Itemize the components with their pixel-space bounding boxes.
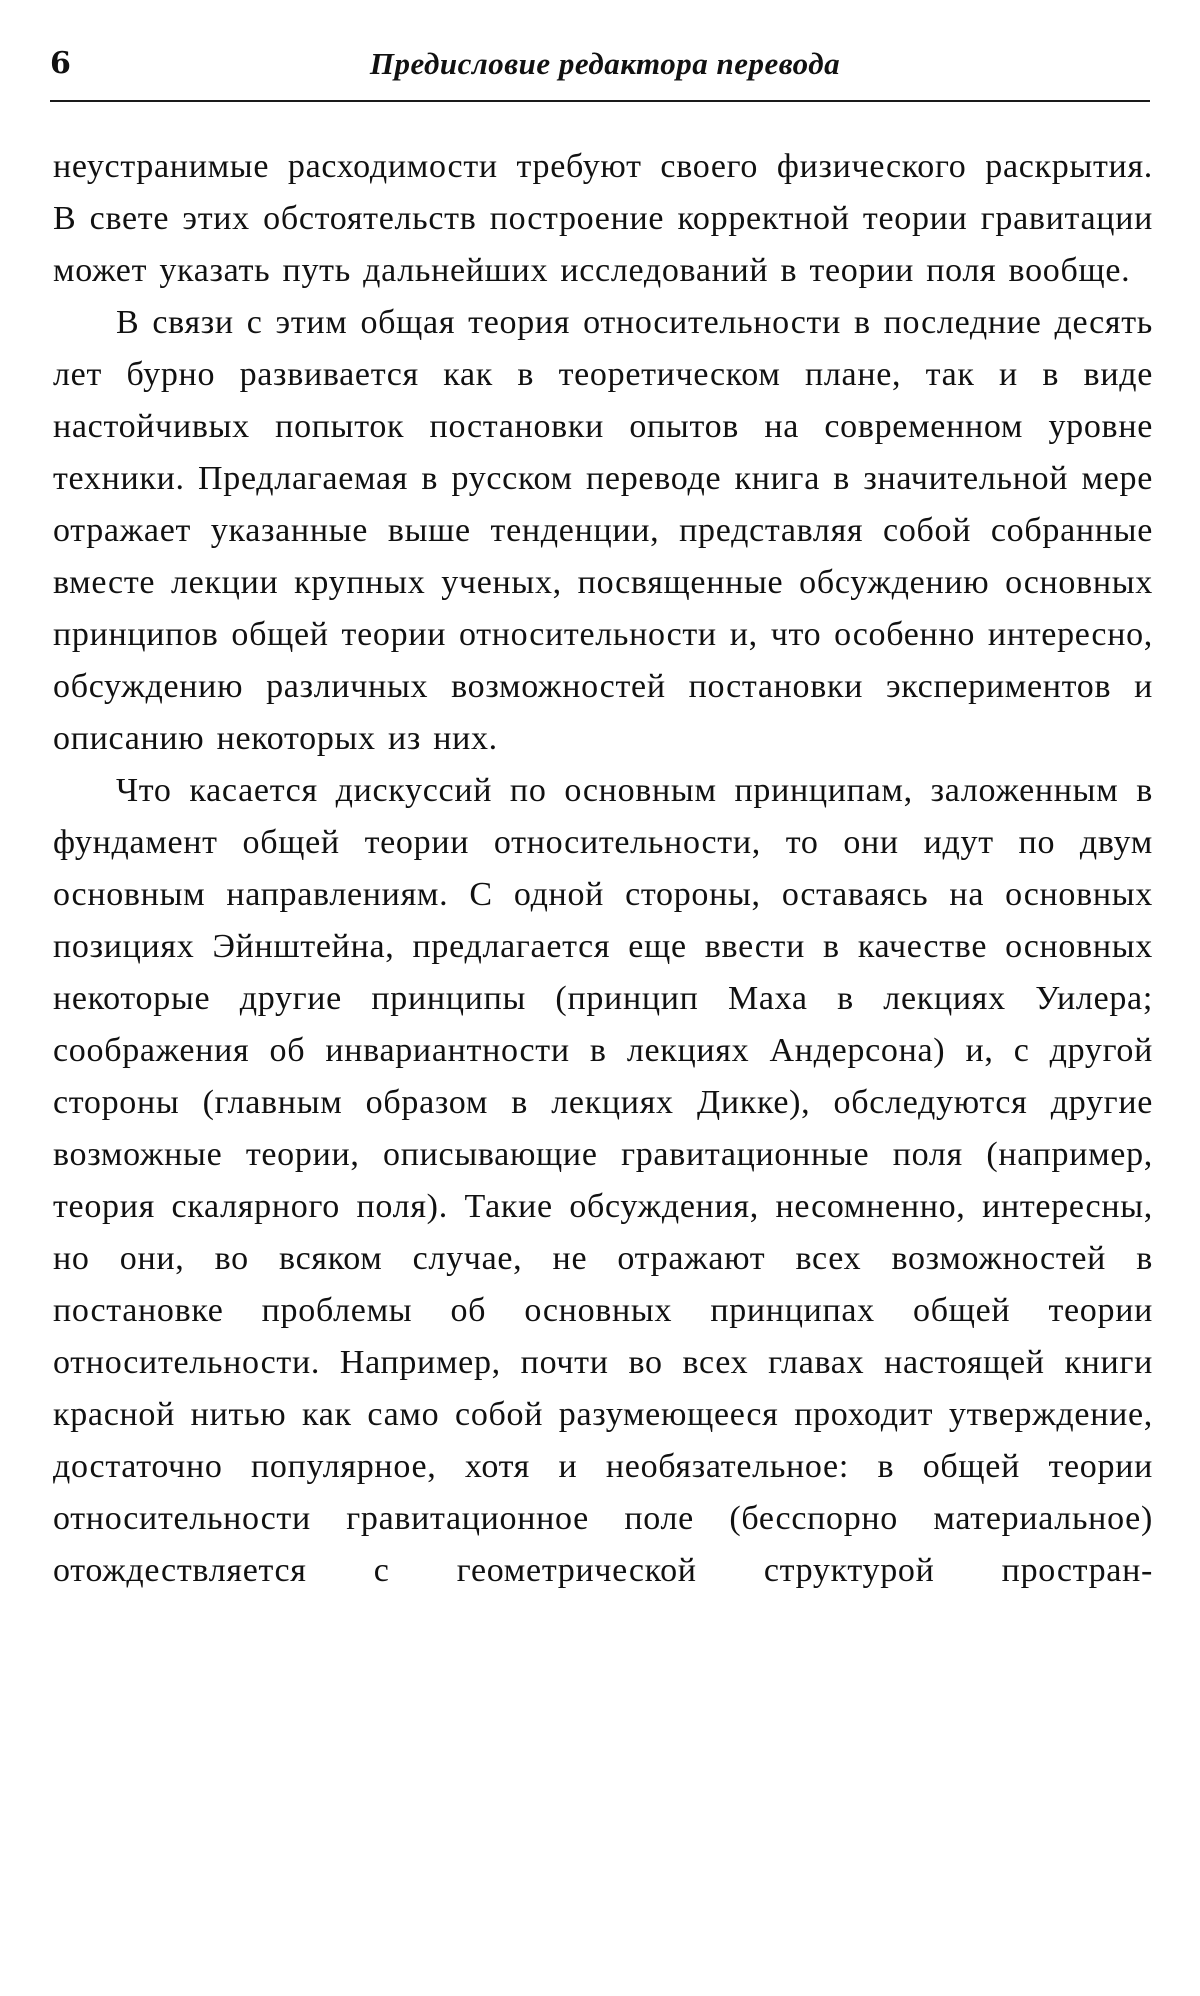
paragraph-3: Что касается дискуссий по основным принципам, заложенным в фундамент общей теории относительности, то они идут по двум основным направлениям. С одной стороны, оставаясь на основных позициях Эйнштейна, предлагается еще ввести в качестве основных некоторые другие принципы (принцип Маха в лекциях Уилера; соображения об инвариантности в лекциях Андерсона) и, с другой стороны (главным образом в лекциях Дикке), обследуются другие возможные теории, описывающие гравитационные поля (например, теория скалярного поля). Такие обсуждения, несомненно, интересны, но они, во всяком случае, не отражают всех возможностей в постановке проблемы об основных принципах общей теории относительности. Например, почти во всех главах настоящей книги красной нитью как само собой разумеющееся проходит утверждение, достаточно популярное, хотя и необязательное: в общей теории относительности гравитационное поле (бесспорно материальное) отождествляется с геометрической структурой простран- — [53, 772, 1153, 1589]
running-header — [50, 40, 1150, 102]
paragraph-2: В связи с этим общая теория относительности в последние десять лет бурно развивается как в теоретическом плане, так и в виде настойчивых попыток постановки опытов на современном уровне техники. Предлагаемая в русском переводе книга в значительной мере отражает указанные выше тенденции, представляя собой собранные вместе лекции крупных ученых, посвященные обсуждению основных принципов общей теории относительности и, что особенно интересно, обсуждению различных возможностей постановки экспериментов и описанию некоторых из них. — [53, 304, 1153, 757]
running-title: Предисловие редактора перевода — [369, 46, 841, 81]
body-text — [53, 141, 1153, 1597]
paragraph-1: неустранимые расходимости требуют своего физического раскрытия. В свете этих обстоятельств построение корректной теории гравитации может указать путь дальнейших исследований в теории поля вообще. — [53, 148, 1153, 289]
page-number: 6 — [50, 46, 71, 81]
